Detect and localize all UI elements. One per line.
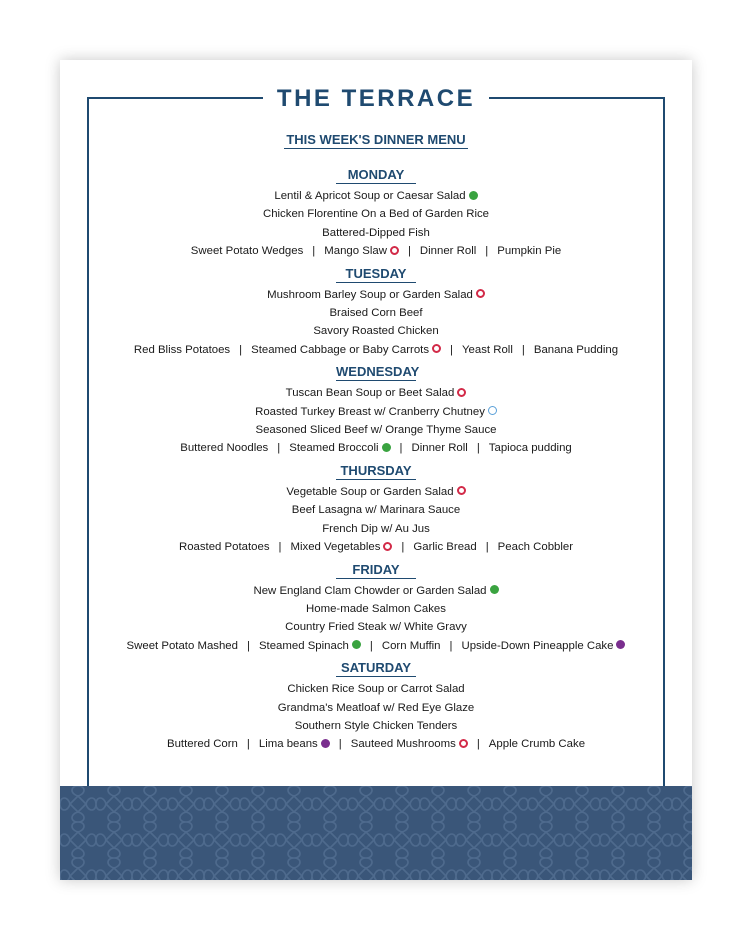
green-dot-icon — [469, 191, 478, 200]
red-ring-icon — [432, 344, 441, 353]
menu-line — [60, 341, 692, 359]
item-separator: | — [485, 245, 489, 258]
item-separator: | — [369, 639, 373, 652]
item-separator: | — [407, 245, 411, 258]
menu-item: Lentil & Apricot Soup or Caesar Salad — [274, 190, 466, 202]
restaurant-title-text: THE TERRACE — [263, 85, 489, 112]
menu-item: Yeast Roll — [462, 343, 513, 356]
menu-line — [60, 439, 692, 457]
menu-line — [60, 322, 692, 340]
menu-item: Steamed Spinach — [258, 639, 349, 652]
red-ring-icon — [459, 739, 468, 748]
item-separator: | — [277, 442, 281, 455]
menu-line — [60, 637, 692, 655]
menu-item: Mushroom Barley Soup or Garden Salad — [267, 288, 473, 301]
menu-item: Sweet Potato Wedges — [190, 245, 304, 258]
menu-item: Sweet Potato Mashed — [126, 639, 238, 652]
menu-item: Roasted Potatoes — [178, 541, 270, 554]
menu-item: Battered-Dipped Fish — [322, 226, 430, 239]
item-separator: | — [476, 738, 480, 751]
footer-pattern-band — [60, 786, 692, 880]
item-separator: | — [521, 343, 525, 356]
purple-star-icon — [616, 640, 625, 649]
day-heading: THURSDAY — [336, 463, 416, 480]
menu-item: Lima beans — [258, 738, 318, 751]
menu-item: New England Clam Chowder or Garden Salad — [253, 584, 487, 597]
menu-line — [60, 242, 692, 260]
red-ring-icon — [476, 289, 485, 298]
menu-item: Tuscan Bean Soup or Beet Salad — [285, 387, 455, 400]
item-separator: | — [450, 343, 453, 356]
day-heading: WEDNESDAY — [336, 364, 420, 380]
red-ring-icon — [457, 388, 466, 397]
menu-line — [60, 582, 692, 600]
day-section-friday — [60, 561, 692, 656]
day-heading: TUESDAY — [336, 266, 416, 283]
menu-line — [60, 205, 692, 223]
day-heading: FRIDAY — [336, 562, 416, 579]
red-ring-icon — [457, 486, 466, 495]
day-section-thursday — [60, 462, 692, 557]
menu-line — [60, 735, 692, 753]
menu-line — [60, 403, 692, 421]
menu-subtitle-text: THIS WEEK'S DINNER MENU — [286, 132, 466, 147]
red-ring-icon — [390, 246, 399, 255]
item-separator: | — [246, 639, 250, 652]
item-separator: | — [449, 639, 453, 652]
restaurant-title — [60, 85, 692, 113]
menu-item: Steamed Cabbage or Baby Carrots — [251, 343, 430, 356]
menu-item: Country Fried Steak w/ White Gravy — [285, 621, 467, 634]
menu-item: Peach Cobbler — [497, 541, 574, 554]
menu-item: French Dip w/ Au Jus — [322, 522, 430, 535]
green-dot-icon — [382, 443, 391, 452]
menu-item: Tapioca pudding — [488, 442, 572, 455]
menu-item: Southern Style Chicken Tenders — [294, 719, 458, 732]
menu-item: Pumpkin Pie — [497, 245, 562, 258]
green-dot-icon — [490, 585, 499, 594]
menu-item: Vegetable Soup or Garden Salad — [286, 485, 454, 498]
menu-content — [60, 166, 692, 754]
menu-item: Dinner Roll — [411, 442, 468, 455]
menu-item: Braised Corn Beef — [329, 307, 423, 320]
menu-item: Upside-Down Pineapple Cake — [461, 639, 614, 652]
menu-item: Dinner Roll — [419, 245, 477, 258]
menu-item: Beef Lasagna w/ Marinara Sauce — [291, 504, 461, 517]
green-dot-icon — [352, 640, 361, 649]
menu-line — [60, 421, 692, 439]
day-heading: MONDAY — [336, 167, 416, 184]
menu-item: Home-made Salmon Cakes — [306, 602, 446, 615]
menu-line — [60, 618, 692, 636]
menu-line — [60, 680, 692, 698]
menu-item: Corn Muffin — [381, 639, 441, 652]
day-section-wednesday — [60, 363, 692, 458]
day-section-saturday — [60, 659, 692, 754]
menu-item: Buttered Noodles — [180, 442, 269, 455]
menu-line — [60, 520, 692, 538]
menu-item: Apple Crumb Cake — [488, 738, 586, 751]
red-ring-icon — [383, 542, 392, 551]
menu-line — [60, 384, 692, 402]
menu-line — [60, 187, 692, 205]
purple-star-icon — [321, 739, 330, 748]
item-separator: | — [401, 541, 405, 554]
menu-line — [60, 483, 692, 501]
menu-item: Sauteed Mushrooms — [350, 738, 456, 751]
menu-item: Mango Slaw — [324, 245, 387, 258]
item-separator: | — [312, 245, 316, 258]
day-heading: SATURDAY — [336, 660, 416, 677]
item-separator: | — [239, 343, 243, 356]
menu-line — [60, 224, 692, 242]
day-section-monday — [60, 166, 692, 261]
item-separator: | — [338, 738, 342, 751]
menu-item: Chicken Florentine On a Bed of Garden Rice — [262, 208, 490, 221]
menu-item: Buttered Corn — [166, 738, 238, 751]
blue-ring-icon — [488, 406, 497, 415]
item-separator: | — [399, 442, 403, 455]
quatrefoil-pattern — [60, 786, 692, 880]
menu-line — [60, 304, 692, 322]
menu-page — [60, 60, 692, 880]
menu-item: Chicken Rice Soup or Carrot Salad — [287, 683, 465, 696]
item-separator: | — [485, 541, 489, 554]
menu-item: Red Bliss Potatoes — [133, 343, 231, 356]
menu-line — [60, 600, 692, 618]
item-separator: | — [246, 738, 250, 751]
menu-line — [60, 538, 692, 556]
menu-item: Steamed Broccoli — [289, 442, 379, 455]
item-separator: | — [278, 541, 282, 554]
menu-item: Savory Roasted Chicken — [313, 325, 439, 338]
menu-item: Mixed Vegetables — [290, 541, 381, 554]
item-separator: | — [476, 442, 480, 455]
menu-item: Grandma's Meatloaf w/ Red Eye Glaze — [277, 701, 475, 714]
menu-item: Banana Pudding — [533, 343, 619, 356]
menu-line — [60, 501, 692, 519]
menu-line — [60, 717, 692, 735]
menu-item: Roasted Turkey Breast w/ Cranberry Chutney — [255, 405, 485, 418]
menu-item: Seasoned Sliced Beef w/ Orange Thyme Sauce — [255, 424, 497, 437]
menu-line — [60, 699, 692, 717]
menu-subtitle — [60, 132, 692, 147]
day-section-tuesday — [60, 265, 692, 360]
menu-line — [60, 286, 692, 304]
menu-item: Garlic Bread — [413, 541, 477, 554]
